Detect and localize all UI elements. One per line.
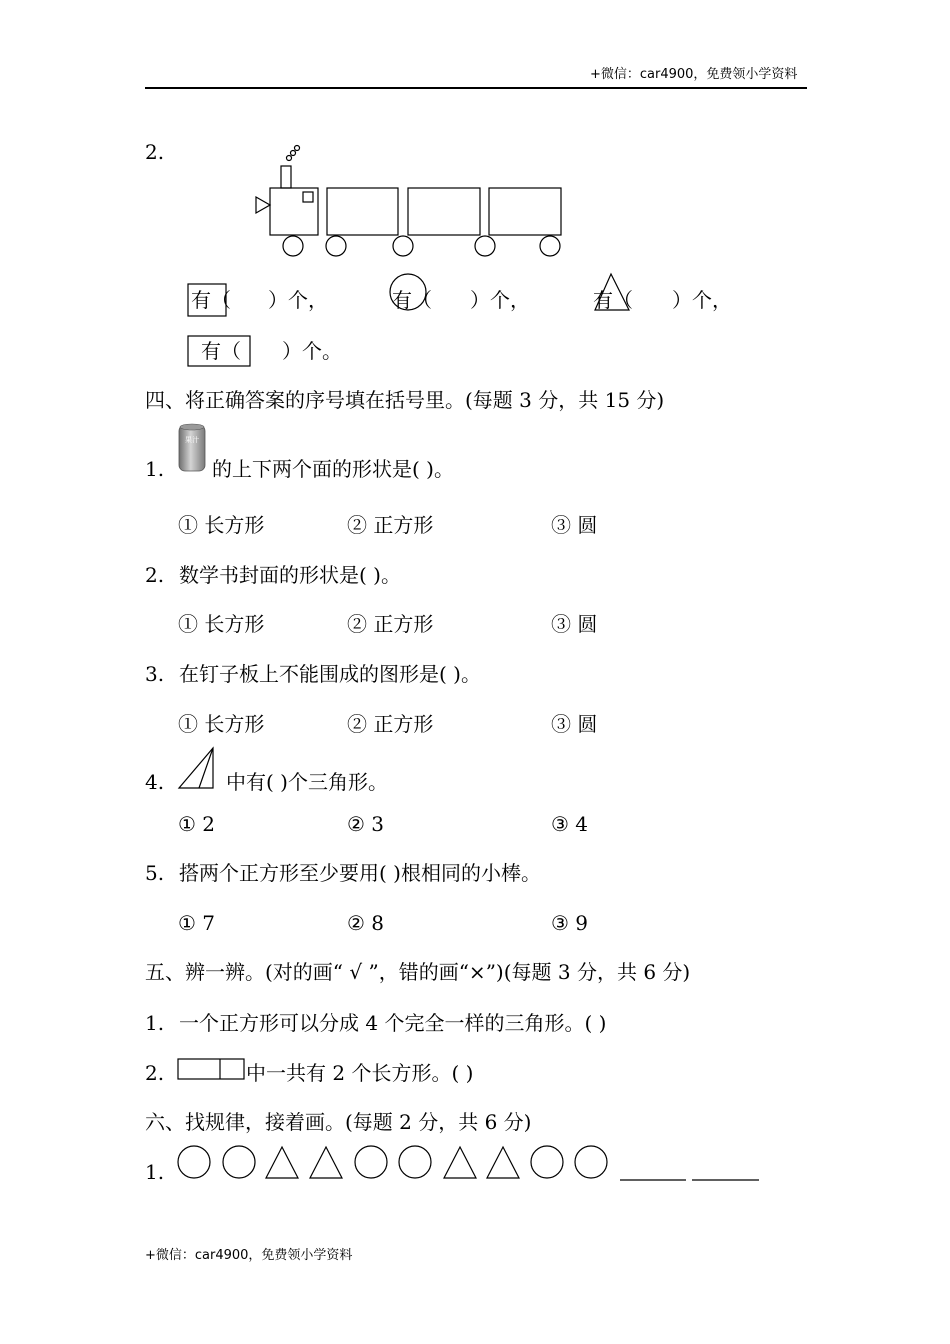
pattern-triangle-icon: [444, 1147, 476, 1178]
footer-watermark: +微信：car4900，免费领小学资料: [145, 1248, 353, 1263]
s4-q3-number: 3.: [145, 662, 165, 686]
s4-q3-option-3: ③ 圆: [551, 712, 598, 736]
s5-q2-text: 中一共有 2 个长方形。( ): [246, 1061, 474, 1085]
pattern-circle-icon: [399, 1146, 431, 1178]
s4-q3-option-1: ① 长方形: [178, 712, 265, 736]
s4-q3-text: 在钉子板上不能围成的图形是( )。: [179, 662, 481, 686]
pattern-circle-icon: [223, 1146, 255, 1178]
q3-2-blank-rectangle: ）个。: [282, 339, 342, 363]
s4-q4-number: 4.: [145, 770, 165, 794]
s4-q4-text: 中有( )个三角形。: [226, 770, 388, 794]
q3-2-label-square: 有（: [191, 288, 231, 312]
q3-2-blank-circle: ）个，: [470, 288, 530, 312]
s4-q1-text: 的上下两个面的形状是( )。: [212, 457, 454, 481]
s4-q2-text: 数学书封面的形状是( )。: [179, 563, 401, 587]
s4-q1-option-3: ③ 圆: [551, 513, 598, 537]
s4-q4-option-2: ② 3: [347, 812, 385, 836]
s5-q2-number: 2.: [145, 1061, 165, 1085]
pattern-circle-icon: [355, 1146, 387, 1178]
s4-q4-option-1: ① 2: [178, 812, 216, 836]
train-figure: [250, 140, 570, 260]
s4-q2-option-2: ② 正方形: [347, 612, 434, 636]
q3-2-label-circle: 有（: [392, 288, 432, 312]
s4-q5-number: 5.: [145, 861, 165, 885]
s5-q1-text: 一个正方形可以分成 4 个完全一样的三角形。( ): [179, 1011, 607, 1035]
s4-q4-option-3: ③ 4: [551, 812, 589, 836]
s4-q2-option-3: ③ 圆: [551, 612, 598, 636]
s4-q1-number: 1.: [145, 457, 165, 481]
s6-q1-number: 1.: [145, 1160, 165, 1184]
s4-q2-number: 2.: [145, 563, 165, 587]
s4-q1-option-2: ② 正方形: [347, 513, 434, 537]
can-icon: [177, 422, 207, 474]
s4-q2-option-1: ① 长方形: [178, 612, 265, 636]
pattern-triangle-icon: [487, 1147, 519, 1178]
header-watermark: +微信：car4900，免费领小学资料: [590, 67, 798, 82]
s5-q1-number: 1.: [145, 1011, 165, 1035]
s4-q1-option-1: ① 长方形: [178, 513, 265, 537]
q3-2-number: 2.: [145, 140, 165, 164]
pattern-circle-icon: [531, 1146, 563, 1178]
section5-title: 五、辨一辨。(对的画“ √ ”，错的画“×”)(每题 3 分，共 6 分): [145, 960, 691, 984]
s4-q5-option-3: ③ 9: [551, 911, 589, 935]
section6-title: 六、找规律，接着画。(每题 2 分，共 6 分): [145, 1110, 532, 1134]
q3-2-blank-square: ）个，: [268, 288, 328, 312]
q3-2-label-triangle: 有（: [593, 288, 633, 312]
triangles-figure-icon: [177, 746, 217, 790]
pattern-triangle-icon: [310, 1147, 342, 1178]
can-label: 果汁: [185, 436, 199, 444]
q3-2-blank-triangle: ）个，: [672, 288, 732, 312]
pattern-circle-icon: [575, 1146, 607, 1178]
s4-q5-option-2: ② 8: [347, 911, 385, 935]
s4-q3-option-2: ② 正方形: [347, 712, 434, 736]
s4-q5-text: 搭两个正方形至少要用( )根相同的小棒。: [179, 861, 541, 885]
q3-2-label-rectangle: 有（: [201, 339, 241, 363]
s4-q5-option-1: ① 7: [178, 911, 216, 935]
header-rule: [145, 87, 807, 89]
split-rectangle-icon: [177, 1058, 245, 1080]
pattern-row: [176, 1144, 766, 1184]
section4-title: 四、将正确答案的序号填在括号里。(每题 3 分，共 15 分): [145, 388, 665, 412]
pattern-circle-icon: [178, 1146, 210, 1178]
pattern-triangle-icon: [266, 1147, 298, 1178]
